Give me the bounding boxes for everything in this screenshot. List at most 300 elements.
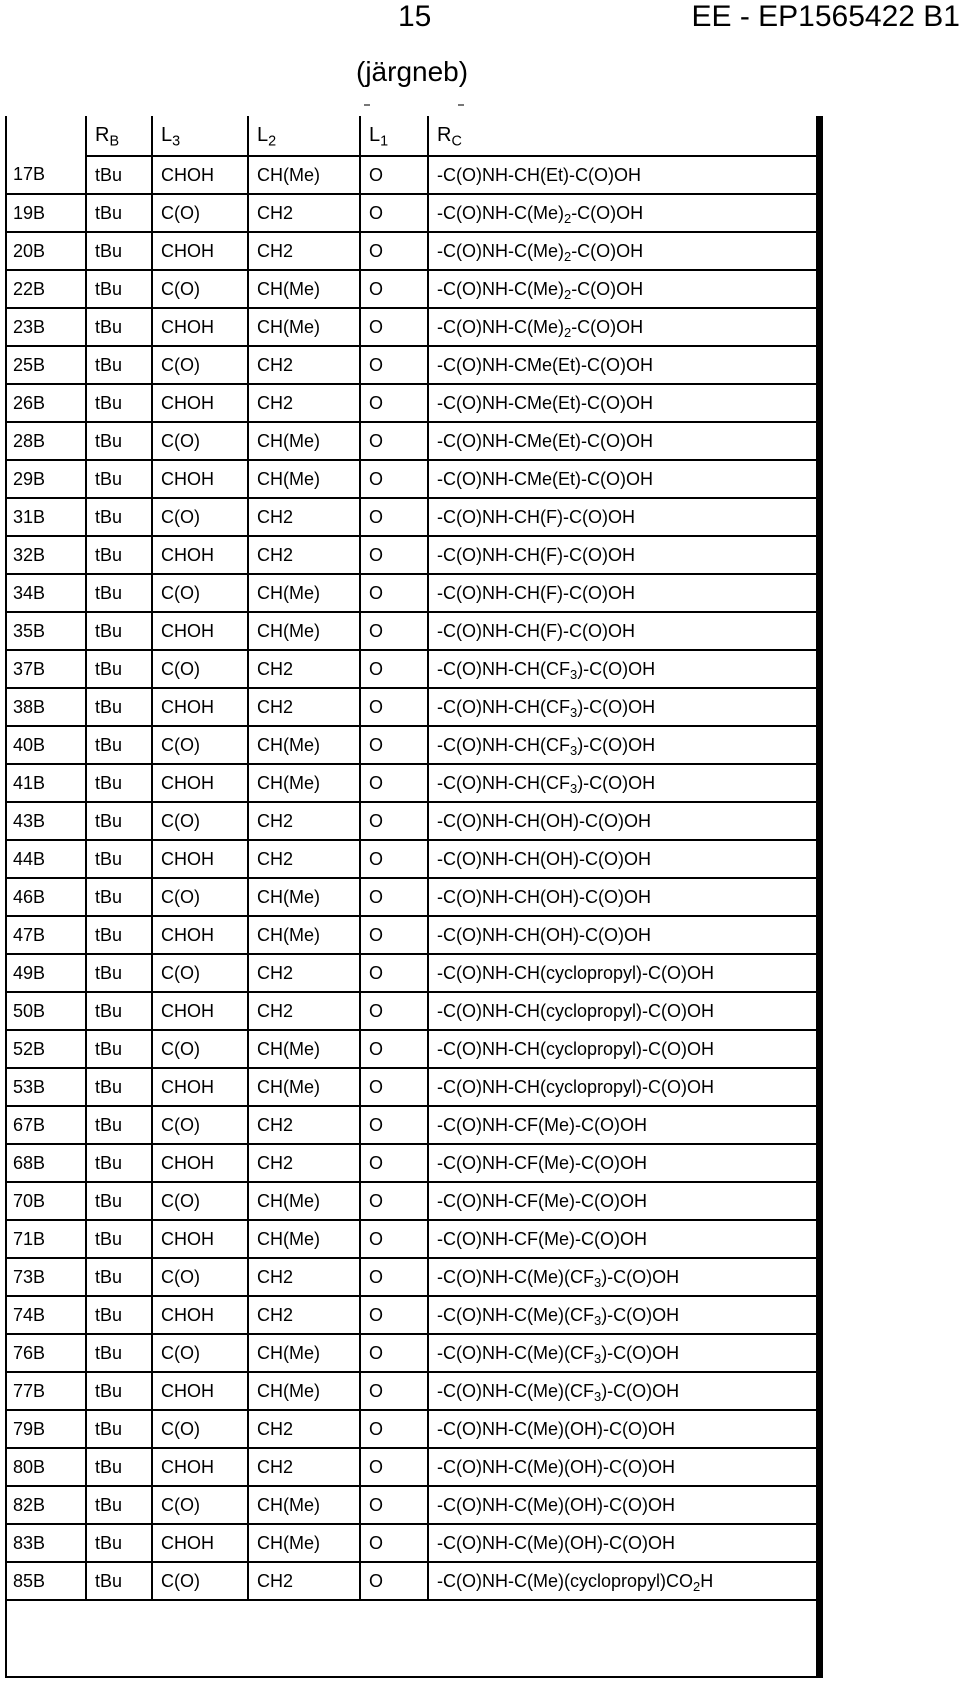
l2-cell: CH(Me) bbox=[248, 612, 360, 650]
formula-text: )-C(O)OH bbox=[577, 734, 656, 755]
formula-subscript: 3 bbox=[593, 1274, 602, 1290]
compound-id-cell: 22B bbox=[7, 270, 86, 308]
formula-subscript: 2 bbox=[563, 248, 572, 264]
formula-text: -C(O)NH-CH(F)-C(O)OH bbox=[437, 582, 635, 603]
table-row bbox=[7, 954, 820, 992]
formula-text: )-C(O)OH bbox=[601, 1380, 680, 1401]
formula-text: )-C(O)OH bbox=[601, 1342, 680, 1363]
table-row bbox=[7, 346, 820, 384]
l1-cell: O bbox=[360, 650, 428, 688]
rc-cell bbox=[428, 422, 820, 460]
table-row bbox=[7, 1030, 820, 1068]
l1-cell: O bbox=[360, 954, 428, 992]
table-row bbox=[7, 536, 820, 574]
rc-cell bbox=[428, 1068, 820, 1106]
l1-cell: O bbox=[360, 802, 428, 840]
table-row bbox=[7, 1182, 820, 1220]
l2-cell: CH(Me) bbox=[248, 764, 360, 802]
l1-cell: O bbox=[360, 1144, 428, 1182]
table-row bbox=[7, 840, 820, 878]
l2-cell: CH2 bbox=[248, 992, 360, 1030]
rc-cell bbox=[428, 1258, 820, 1296]
l1-cell: O bbox=[360, 1030, 428, 1068]
formula-text: -C(O)NH-CH(cyclopropyl)-C(O)OH bbox=[437, 1076, 714, 1097]
rb-cell: tBu bbox=[86, 1410, 152, 1448]
table-row bbox=[7, 384, 820, 422]
l1-cell: O bbox=[360, 1372, 428, 1410]
rc-cell bbox=[428, 194, 820, 232]
l1-cell: O bbox=[360, 574, 428, 612]
table-row bbox=[7, 194, 820, 232]
l2-cell: CH2 bbox=[248, 802, 360, 840]
rc-cell bbox=[428, 1106, 820, 1144]
l1-cell: O bbox=[360, 1562, 428, 1600]
compound-id-cell: 80B bbox=[7, 1448, 86, 1486]
l1-cell: O bbox=[360, 536, 428, 574]
l2-cell: CH(Me) bbox=[248, 1220, 360, 1258]
formula-text: -C(O)NH-CH(OH)-C(O)OH bbox=[437, 810, 651, 831]
formula-subscript: 2 bbox=[563, 286, 572, 302]
column-header-subscript: B bbox=[109, 133, 120, 150]
l3-cell: C(O) bbox=[152, 1334, 248, 1372]
formula-text: )-C(O)OH bbox=[601, 1304, 680, 1325]
table-row bbox=[7, 574, 820, 612]
rc-cell bbox=[428, 1334, 820, 1372]
table-row bbox=[7, 1106, 820, 1144]
l2-cell: CH2 bbox=[248, 1258, 360, 1296]
column-header bbox=[152, 116, 248, 156]
l3-cell: CHOH bbox=[152, 688, 248, 726]
rb-cell: tBu bbox=[86, 498, 152, 536]
formula-text: -C(O)NH-C(Me)(OH)-C(O)OH bbox=[437, 1456, 675, 1477]
l2-cell: CH2 bbox=[248, 1410, 360, 1448]
formula-subscript: 3 bbox=[569, 780, 578, 796]
compound-id-cell: 83B bbox=[7, 1524, 86, 1562]
formula-text: H bbox=[700, 1570, 714, 1591]
formula-subscript: 3 bbox=[593, 1312, 602, 1328]
formula-text: -C(O)NH-C(Me)(OH)-C(O)OH bbox=[437, 1494, 675, 1515]
compound-id-cell: 35B bbox=[7, 612, 86, 650]
formula-subscript: 2 bbox=[563, 324, 572, 340]
rc-cell bbox=[428, 308, 820, 346]
compound-id-cell: 68B bbox=[7, 1144, 86, 1182]
l3-cell: C(O) bbox=[152, 802, 248, 840]
table-row bbox=[7, 422, 820, 460]
l2-cell: CH2 bbox=[248, 1106, 360, 1144]
l3-cell: CHOH bbox=[152, 1220, 248, 1258]
l3-cell: CHOH bbox=[152, 1372, 248, 1410]
table-row bbox=[7, 1410, 820, 1448]
l1-cell: O bbox=[360, 1258, 428, 1296]
table-row bbox=[7, 650, 820, 688]
rb-cell: tBu bbox=[86, 1334, 152, 1372]
compound-id-cell: 73B bbox=[7, 1258, 86, 1296]
formula-text: -C(O)NH-C(Me) bbox=[437, 202, 564, 223]
l2-cell: CH2 bbox=[248, 1144, 360, 1182]
formula-text: -C(O)NH-CH(CF bbox=[437, 734, 570, 755]
rb-cell: tBu bbox=[86, 1182, 152, 1220]
l1-cell: O bbox=[360, 308, 428, 346]
l3-cell: C(O) bbox=[152, 726, 248, 764]
table-row bbox=[7, 1068, 820, 1106]
rc-cell bbox=[428, 992, 820, 1030]
column-header bbox=[86, 116, 152, 156]
rb-cell: tBu bbox=[86, 954, 152, 992]
l1-cell: O bbox=[360, 1296, 428, 1334]
l3-cell: CHOH bbox=[152, 308, 248, 346]
formula-text: -C(O)NH-CH(F)-C(O)OH bbox=[437, 506, 635, 527]
compound-id-cell: 53B bbox=[7, 1068, 86, 1106]
l2-cell: CH(Me) bbox=[248, 460, 360, 498]
formula-text: -C(O)NH-CF(Me)-C(O)OH bbox=[437, 1114, 647, 1135]
l2-cell: CH(Me) bbox=[248, 1030, 360, 1068]
l3-cell: CHOH bbox=[152, 156, 248, 194]
rc-cell bbox=[428, 1524, 820, 1562]
l1-cell: O bbox=[360, 726, 428, 764]
rb-cell: tBu bbox=[86, 650, 152, 688]
l2-cell: CH2 bbox=[248, 1448, 360, 1486]
formula-text: -C(O)NH-C(Me) bbox=[437, 316, 564, 337]
l3-cell: CHOH bbox=[152, 1144, 248, 1182]
formula-text: -C(O)NH-C(Me) bbox=[437, 278, 564, 299]
rb-cell: tBu bbox=[86, 384, 152, 422]
column-header-symbol: L bbox=[369, 124, 381, 146]
formula-text: -C(O)NH-C(Me)(CF bbox=[437, 1304, 594, 1325]
rb-cell: tBu bbox=[86, 270, 152, 308]
formula-text: -C(O)NH-CMe(Et)-C(O)OH bbox=[437, 468, 653, 489]
rc-cell bbox=[428, 954, 820, 992]
table-row bbox=[7, 1334, 820, 1372]
column-header-subscript: 1 bbox=[380, 133, 389, 150]
compound-id-cell: 43B bbox=[7, 802, 86, 840]
l1-cell: O bbox=[360, 916, 428, 954]
l1-cell: O bbox=[360, 1106, 428, 1144]
l1-cell: O bbox=[360, 232, 428, 270]
formula-text: -C(O)NH-CF(Me)-C(O)OH bbox=[437, 1228, 647, 1249]
formula-text: -C(O)OH bbox=[571, 240, 644, 261]
l2-cell: CH2 bbox=[248, 1562, 360, 1600]
compound-id-cell: 82B bbox=[7, 1486, 86, 1524]
formula-text: -C(O)NH-CMe(Et)-C(O)OH bbox=[437, 392, 653, 413]
rb-cell: tBu bbox=[86, 688, 152, 726]
formula-text: -C(O)NH-C(Me)(OH)-C(O)OH bbox=[437, 1532, 675, 1553]
l1-cell: O bbox=[360, 194, 428, 232]
l2-cell: CH2 bbox=[248, 954, 360, 992]
l1-cell: O bbox=[360, 1486, 428, 1524]
column-header-subscript: C bbox=[451, 133, 462, 150]
compound-id-cell: 71B bbox=[7, 1220, 86, 1258]
compound-id-cell: 40B bbox=[7, 726, 86, 764]
table-row bbox=[7, 802, 820, 840]
scan-mark bbox=[458, 104, 464, 106]
rb-cell: tBu bbox=[86, 612, 152, 650]
compound-id-cell: 26B bbox=[7, 384, 86, 422]
l1-cell: O bbox=[360, 878, 428, 916]
l3-cell: C(O) bbox=[152, 1106, 248, 1144]
rb-cell: tBu bbox=[86, 536, 152, 574]
rb-cell: tBu bbox=[86, 840, 152, 878]
rb-cell: tBu bbox=[86, 1030, 152, 1068]
l2-cell: CH(Me) bbox=[248, 916, 360, 954]
rb-cell: tBu bbox=[86, 1106, 152, 1144]
column-header bbox=[7, 116, 86, 156]
l1-cell: O bbox=[360, 840, 428, 878]
compound-id-cell: 49B bbox=[7, 954, 86, 992]
table-row bbox=[7, 1562, 820, 1600]
table-row bbox=[7, 1296, 820, 1334]
table-row bbox=[7, 460, 820, 498]
l2-cell: CH2 bbox=[248, 840, 360, 878]
rc-cell bbox=[428, 1448, 820, 1486]
table-row bbox=[7, 612, 820, 650]
rc-cell bbox=[428, 270, 820, 308]
rb-cell: tBu bbox=[86, 1068, 152, 1106]
l2-cell: CH2 bbox=[248, 384, 360, 422]
document-id: EE - EP1565422 B1 bbox=[691, 0, 960, 33]
l2-cell: CH(Me) bbox=[248, 422, 360, 460]
rc-cell bbox=[428, 346, 820, 384]
l3-cell: C(O) bbox=[152, 346, 248, 384]
rb-cell: tBu bbox=[86, 1448, 152, 1486]
rc-cell bbox=[428, 1486, 820, 1524]
formula-text: -C(O)NH-CH(OH)-C(O)OH bbox=[437, 924, 651, 945]
formula-text: -C(O)NH-CF(Me)-C(O)OH bbox=[437, 1152, 647, 1173]
formula-text: -C(O)NH-C(Me) bbox=[437, 240, 564, 261]
l3-cell: C(O) bbox=[152, 270, 248, 308]
continued-label: (järgneb) bbox=[356, 56, 469, 87]
rc-cell bbox=[428, 536, 820, 574]
l3-cell: CHOH bbox=[152, 1524, 248, 1562]
rc-cell bbox=[428, 498, 820, 536]
column-header-subscript: 2 bbox=[268, 133, 277, 150]
rc-cell bbox=[428, 1372, 820, 1410]
l3-cell: C(O) bbox=[152, 1182, 248, 1220]
table-row bbox=[7, 498, 820, 536]
l1-cell: O bbox=[360, 422, 428, 460]
l3-cell: CHOH bbox=[152, 536, 248, 574]
compound-id-cell: 70B bbox=[7, 1182, 86, 1220]
rb-cell: tBu bbox=[86, 764, 152, 802]
l2-cell: CH(Me) bbox=[248, 156, 360, 194]
l2-cell: CH2 bbox=[248, 232, 360, 270]
formula-text: -C(O)NH-C(Me)(CF bbox=[437, 1380, 594, 1401]
column-header-symbol: R bbox=[437, 124, 452, 146]
compound-id-cell: 46B bbox=[7, 878, 86, 916]
compound-id-cell: 20B bbox=[7, 232, 86, 270]
compound-id-cell: 47B bbox=[7, 916, 86, 954]
l3-cell: CHOH bbox=[152, 460, 248, 498]
l1-cell: O bbox=[360, 498, 428, 536]
formula-text: )-C(O)OH bbox=[601, 1266, 680, 1287]
compound-id-cell: 44B bbox=[7, 840, 86, 878]
rb-cell: tBu bbox=[86, 308, 152, 346]
l3-cell: C(O) bbox=[152, 1486, 248, 1524]
l2-cell: CH(Me) bbox=[248, 1524, 360, 1562]
l3-cell: C(O) bbox=[152, 650, 248, 688]
rb-cell: tBu bbox=[86, 156, 152, 194]
formula-text: -C(O)NH-C(Me)(CF bbox=[437, 1266, 594, 1287]
formula-text: -C(O)NH-CH(CF bbox=[437, 658, 570, 679]
l1-cell: O bbox=[360, 764, 428, 802]
rb-cell: tBu bbox=[86, 232, 152, 270]
rb-cell: tBu bbox=[86, 802, 152, 840]
table-row bbox=[7, 1144, 820, 1182]
formula-text: )-C(O)OH bbox=[577, 696, 656, 717]
formula-text: -C(O)NH-CF(Me)-C(O)OH bbox=[437, 1190, 647, 1211]
table-row bbox=[7, 1372, 820, 1410]
compound-table bbox=[7, 116, 820, 1601]
rc-cell bbox=[428, 802, 820, 840]
l1-cell: O bbox=[360, 1410, 428, 1448]
l3-cell: C(O) bbox=[152, 422, 248, 460]
compound-id-cell: 67B bbox=[7, 1106, 86, 1144]
formula-text: -C(O)NH-CH(F)-C(O)OH bbox=[437, 544, 635, 565]
table-row bbox=[7, 1524, 820, 1562]
rb-cell: tBu bbox=[86, 1486, 152, 1524]
l3-cell: C(O) bbox=[152, 1410, 248, 1448]
compound-id-cell: 29B bbox=[7, 460, 86, 498]
rc-cell bbox=[428, 688, 820, 726]
rc-cell bbox=[428, 1220, 820, 1258]
compound-id-cell: 74B bbox=[7, 1296, 86, 1334]
table-row bbox=[7, 270, 820, 308]
l1-cell: O bbox=[360, 1220, 428, 1258]
rc-cell bbox=[428, 764, 820, 802]
formula-text: -C(O)NH-C(Me)(OH)-C(O)OH bbox=[437, 1418, 675, 1439]
rc-cell bbox=[428, 726, 820, 764]
l2-cell: CH(Me) bbox=[248, 574, 360, 612]
l3-cell: CHOH bbox=[152, 840, 248, 878]
l1-cell: O bbox=[360, 612, 428, 650]
formula-subscript: 2 bbox=[693, 1578, 701, 1594]
rc-cell bbox=[428, 840, 820, 878]
table-row bbox=[7, 992, 820, 1030]
column-header bbox=[360, 116, 428, 156]
l2-cell: CH(Me) bbox=[248, 1068, 360, 1106]
l2-cell: CH2 bbox=[248, 194, 360, 232]
rb-cell: tBu bbox=[86, 574, 152, 612]
l3-cell: CHOH bbox=[152, 992, 248, 1030]
column-header bbox=[428, 116, 820, 156]
column-header-symbol: L bbox=[257, 124, 269, 146]
compound-id-cell: 50B bbox=[7, 992, 86, 1030]
l3-cell: CHOH bbox=[152, 764, 248, 802]
table-row bbox=[7, 232, 820, 270]
compound-id-cell: 76B bbox=[7, 1334, 86, 1372]
rc-cell bbox=[428, 156, 820, 194]
l1-cell: O bbox=[360, 270, 428, 308]
rc-cell bbox=[428, 612, 820, 650]
rc-cell bbox=[428, 1562, 820, 1600]
table-row bbox=[7, 1258, 820, 1296]
l3-cell: CHOH bbox=[152, 916, 248, 954]
formula-text: -C(O)NH-C(Me)(cyclopropyl)CO bbox=[437, 1570, 693, 1591]
rc-cell bbox=[428, 916, 820, 954]
l3-cell: CHOH bbox=[152, 1448, 248, 1486]
formula-text: -C(O)NH-CH(CF bbox=[437, 696, 570, 717]
formula-text: -C(O)NH-CH(OH)-C(O)OH bbox=[437, 886, 651, 907]
rb-cell: tBu bbox=[86, 460, 152, 498]
rb-cell: tBu bbox=[86, 1258, 152, 1296]
l2-cell: CH2 bbox=[248, 536, 360, 574]
rc-cell bbox=[428, 878, 820, 916]
rb-cell: tBu bbox=[86, 916, 152, 954]
rb-cell: tBu bbox=[86, 1220, 152, 1258]
l1-cell: O bbox=[360, 688, 428, 726]
l2-cell: CH2 bbox=[248, 1296, 360, 1334]
l3-cell: C(O) bbox=[152, 498, 248, 536]
rb-cell: tBu bbox=[86, 726, 152, 764]
compound-id-cell: 32B bbox=[7, 536, 86, 574]
rc-cell bbox=[428, 574, 820, 612]
l3-cell: C(O) bbox=[152, 1562, 248, 1600]
l3-cell: CHOH bbox=[152, 612, 248, 650]
scan-mark bbox=[364, 104, 370, 106]
rc-cell bbox=[428, 1182, 820, 1220]
column-header-subscript: 3 bbox=[172, 133, 181, 150]
l1-cell: O bbox=[360, 1524, 428, 1562]
formula-text: -C(O)OH bbox=[571, 316, 644, 337]
formula-subscript: 3 bbox=[593, 1388, 602, 1404]
compound-id-cell: 28B bbox=[7, 422, 86, 460]
l2-cell: CH(Me) bbox=[248, 308, 360, 346]
l3-cell: CHOH bbox=[152, 1296, 248, 1334]
l3-cell: C(O) bbox=[152, 954, 248, 992]
compound-id-cell: 34B bbox=[7, 574, 86, 612]
rb-cell: tBu bbox=[86, 992, 152, 1030]
l1-cell: O bbox=[360, 460, 428, 498]
compound-id-cell: 52B bbox=[7, 1030, 86, 1068]
formula-subscript: 3 bbox=[569, 666, 578, 682]
compound-id-cell: 23B bbox=[7, 308, 86, 346]
l2-cell: CH(Me) bbox=[248, 1182, 360, 1220]
l1-cell: O bbox=[360, 992, 428, 1030]
rb-cell: tBu bbox=[86, 1144, 152, 1182]
rb-cell: tBu bbox=[86, 194, 152, 232]
rb-cell: tBu bbox=[86, 346, 152, 384]
table-row bbox=[7, 156, 820, 194]
table-row bbox=[7, 726, 820, 764]
formula-subscript: 3 bbox=[569, 742, 578, 758]
formula-text: -C(O)NH-C(Me)(CF bbox=[437, 1342, 594, 1363]
l2-cell: CH2 bbox=[248, 650, 360, 688]
l1-cell: O bbox=[360, 1182, 428, 1220]
formula-text: -C(O)NH-CMe(Et)-C(O)OH bbox=[437, 430, 653, 451]
formula-text: -C(O)NH-CH(Et)-C(O)OH bbox=[437, 164, 641, 185]
rc-cell bbox=[428, 1144, 820, 1182]
l2-cell: CH2 bbox=[248, 498, 360, 536]
table-row bbox=[7, 1448, 820, 1486]
rb-cell: tBu bbox=[86, 1296, 152, 1334]
table-header-row bbox=[7, 116, 820, 156]
compound-id-cell: 85B bbox=[7, 1562, 86, 1600]
table-row bbox=[7, 916, 820, 954]
compound-id-cell: 41B bbox=[7, 764, 86, 802]
l1-cell: O bbox=[360, 1448, 428, 1486]
compound-id-cell: 17B bbox=[7, 156, 86, 194]
compound-id-cell: 38B bbox=[7, 688, 86, 726]
table-row bbox=[7, 688, 820, 726]
compound-id-cell: 31B bbox=[7, 498, 86, 536]
formula-text: )-C(O)OH bbox=[577, 658, 656, 679]
formula-text: -C(O)NH-CH(cyclopropyl)-C(O)OH bbox=[437, 962, 714, 983]
l3-cell: C(O) bbox=[152, 878, 248, 916]
rb-cell: tBu bbox=[86, 422, 152, 460]
formula-text: -C(O)NH-CH(OH)-C(O)OH bbox=[437, 848, 651, 869]
rb-cell: tBu bbox=[86, 1562, 152, 1600]
formula-text: -C(O)OH bbox=[571, 202, 644, 223]
rc-cell bbox=[428, 1410, 820, 1448]
